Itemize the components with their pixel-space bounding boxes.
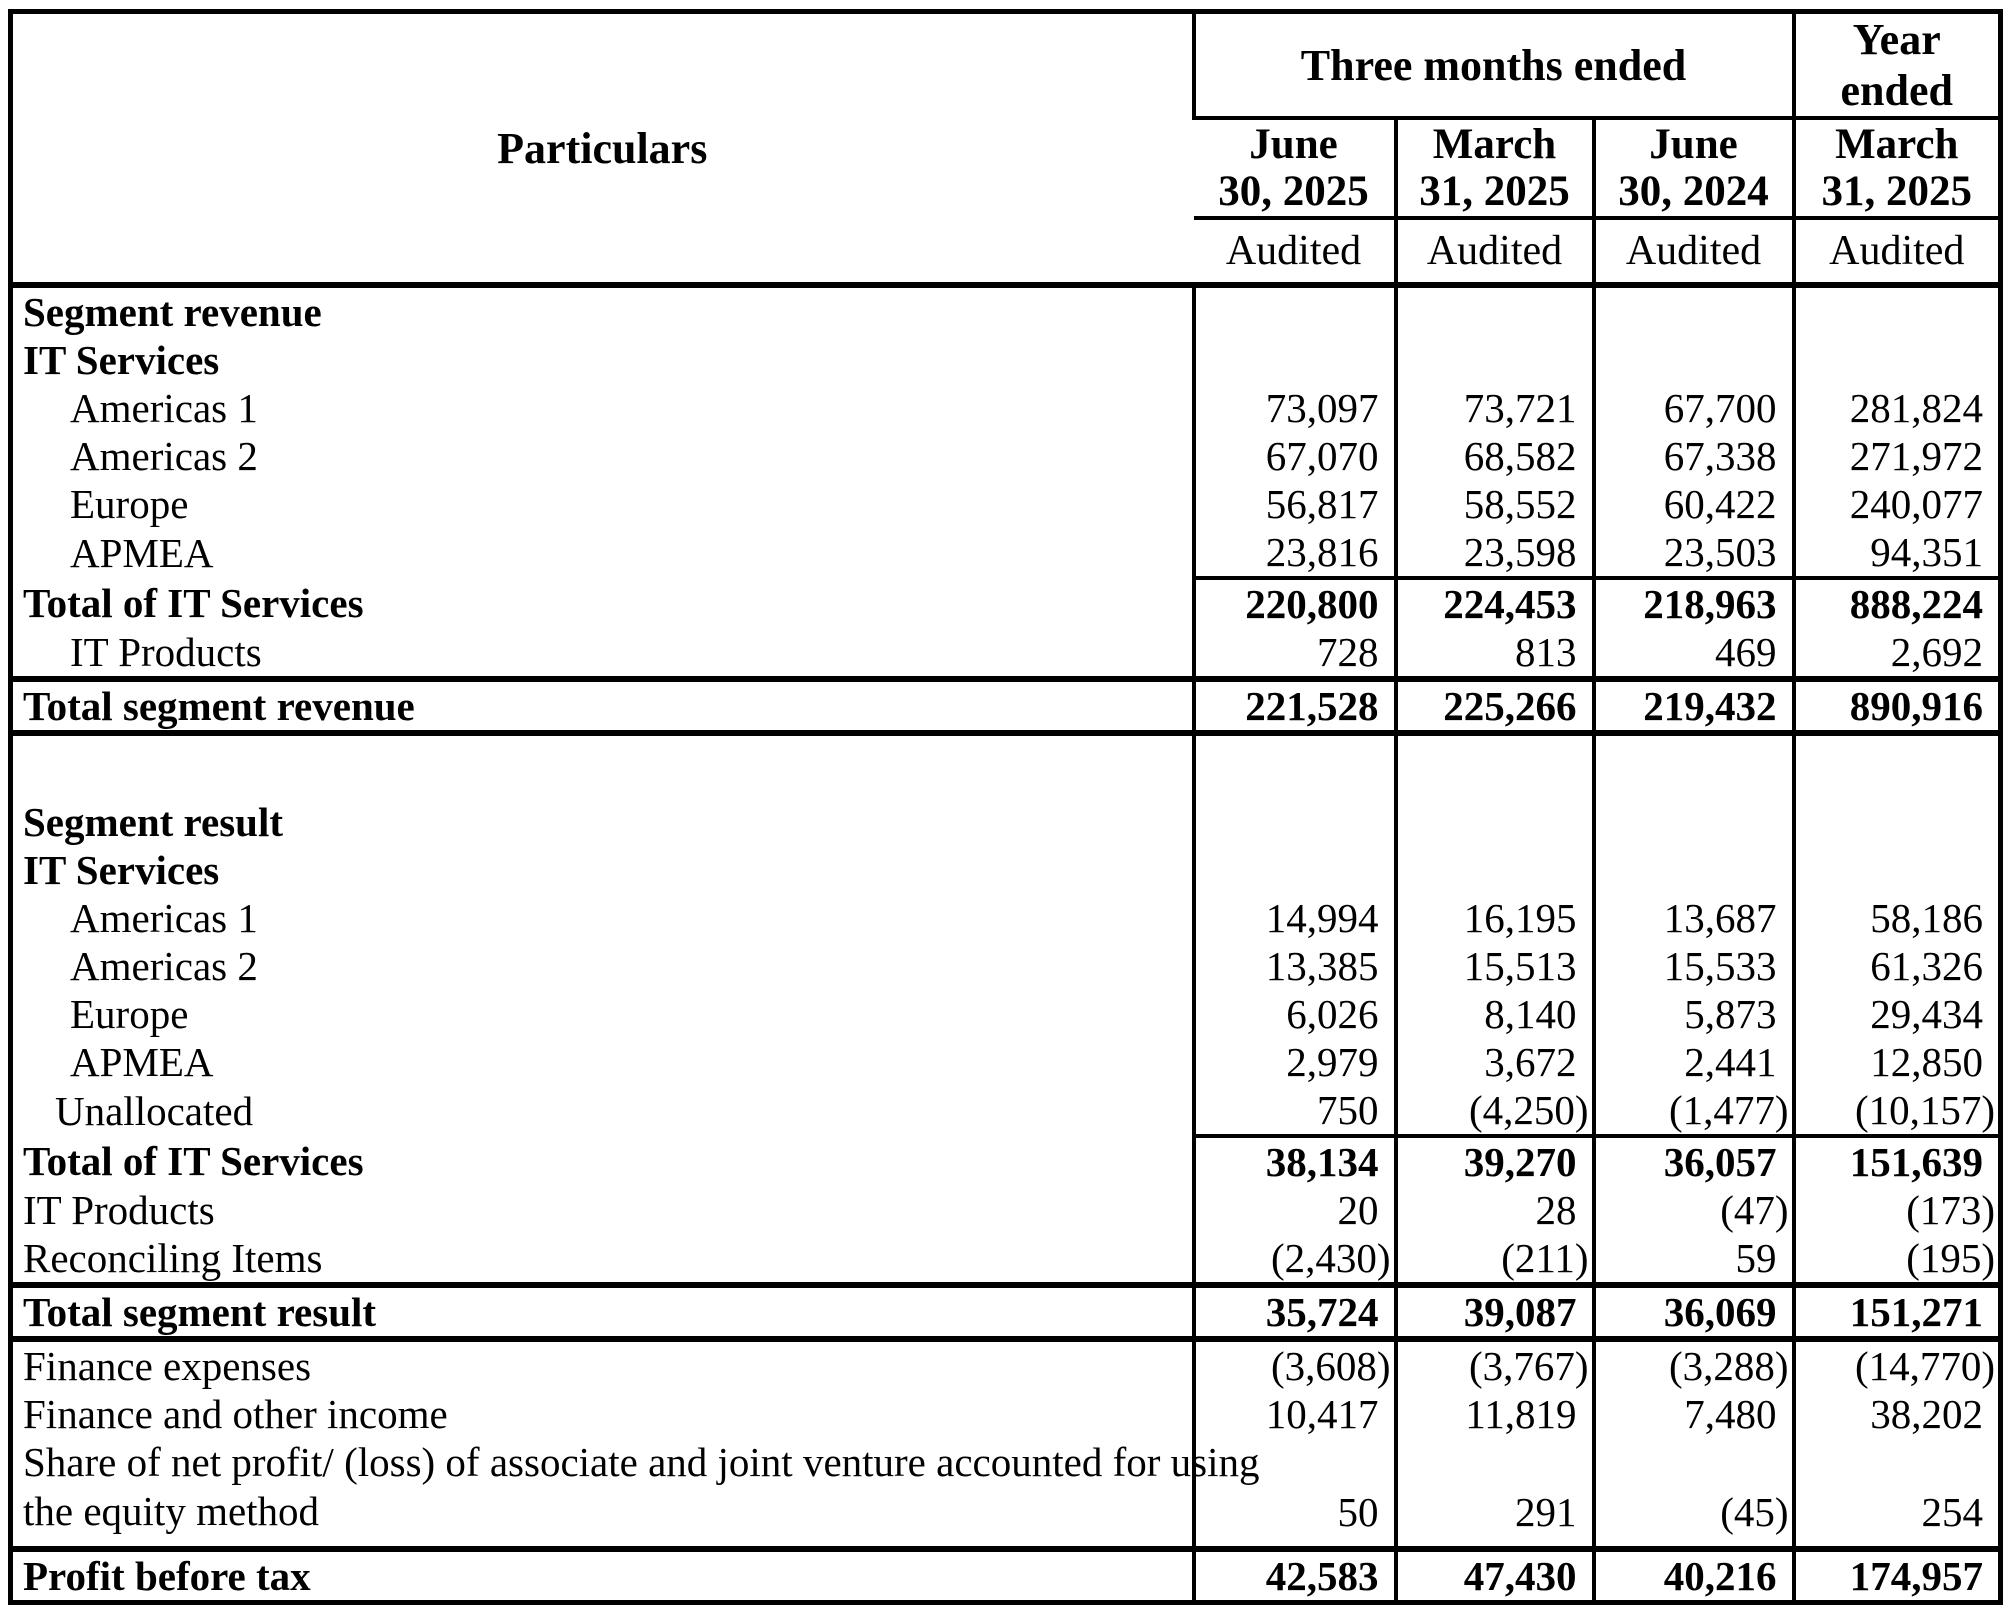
- cell-value: 151,271: [1794, 1285, 2001, 1339]
- cell-value: 23,598: [1396, 528, 1594, 578]
- cell-value: 20: [1194, 1186, 1396, 1234]
- table-row: [11, 480, 2001, 528]
- cell-value: [1194, 733, 1396, 798]
- cell-value: 221,528: [1194, 679, 1396, 733]
- cell-value: 6,026: [1194, 990, 1396, 1038]
- cell-value: 39,087: [1396, 1285, 1594, 1339]
- cell-value: [1594, 733, 1794, 798]
- row-label: Total of IT Services: [23, 580, 364, 626]
- cell-value: 890,916: [1794, 679, 2001, 733]
- cell-value: [1794, 285, 2001, 336]
- row-label: Segment revenue: [23, 289, 322, 335]
- cell-value: 36,069: [1594, 1285, 1794, 1339]
- cell-value: (3,288): [1594, 1339, 1794, 1390]
- cell-value: 67,700: [1594, 384, 1794, 432]
- table-row: [11, 432, 2001, 480]
- row-label: Finance and other income: [23, 1391, 448, 1437]
- cell-value: 14,994: [1194, 894, 1396, 942]
- period-header-0: June 30, 2025: [1194, 118, 1396, 218]
- table-row: [11, 1339, 2001, 1390]
- row-label: Unallocated: [55, 1088, 254, 1134]
- cell-value: 39,270: [1396, 1136, 1594, 1186]
- cell-value: [1194, 798, 1396, 846]
- table-row: [11, 733, 2001, 798]
- cell-value: 888,224: [1794, 578, 2001, 628]
- table-row: [11, 1549, 2001, 1603]
- cell-value: 36,057: [1594, 1136, 1794, 1186]
- cell-value: 60,422: [1594, 480, 1794, 528]
- cell-value: 240,077: [1794, 480, 2001, 528]
- cell-value: 58,186: [1794, 894, 2001, 942]
- cell-value: 42,583: [1194, 1549, 1396, 1603]
- cell-value: (211): [1396, 1234, 1594, 1285]
- cell-value: 38,202: [1794, 1390, 2001, 1438]
- cell-value: 254: [1794, 1438, 2001, 1549]
- table-row: [11, 1186, 2001, 1234]
- cell-value: (3,608): [1194, 1339, 1396, 1390]
- header-row-periods: [11, 12, 2001, 119]
- row-label: Share of net profit/ (loss) of associate and joint venture accounted for using the equity method: [23, 1439, 1260, 1534]
- cell-value: 29,434: [1794, 990, 2001, 1038]
- year-ended-header: Year ended: [1794, 12, 2001, 119]
- segment-results-table: [8, 9, 2003, 1605]
- period-header-3: March 31, 2025: [1794, 118, 2001, 218]
- row-label: Segment result: [23, 799, 284, 845]
- cell-value: 23,503: [1594, 528, 1794, 578]
- cell-value: [1396, 285, 1594, 336]
- row-label: APMEA: [70, 530, 214, 576]
- cell-value: 220,800: [1194, 578, 1396, 628]
- table-row: [11, 285, 2001, 336]
- cell-value: (2,430): [1194, 1234, 1396, 1285]
- cell-value: [1396, 733, 1594, 798]
- cell-value: 94,351: [1794, 528, 2001, 578]
- cell-value: (14,770): [1794, 1339, 2001, 1390]
- cell-value: 56,817: [1194, 480, 1396, 528]
- table-row: [11, 846, 2001, 894]
- row-label: Europe: [70, 481, 189, 527]
- table-row: [11, 1438, 2001, 1549]
- cell-value: 38,134: [1194, 1136, 1396, 1186]
- row-label: Americas 1: [70, 385, 258, 431]
- cell-value: [1396, 846, 1594, 894]
- table-row: [11, 628, 2001, 679]
- cell-value: 61,326: [1794, 942, 2001, 990]
- cell-value: 2,979: [1194, 1038, 1396, 1086]
- cell-value: (45): [1594, 1438, 1794, 1549]
- particulars-header: Particulars: [11, 12, 1194, 286]
- table-row: [11, 1086, 2001, 1136]
- table-row: [11, 798, 2001, 846]
- cell-value: (173): [1794, 1186, 2001, 1234]
- table-row: [11, 990, 2001, 1038]
- table-row: [11, 384, 2001, 432]
- table-row: [11, 1285, 2001, 1339]
- cell-value: (1,477): [1594, 1086, 1794, 1136]
- table-row: [11, 942, 2001, 990]
- table-row: [11, 1390, 2001, 1438]
- cell-value: 224,453: [1396, 578, 1594, 628]
- cell-value: [1194, 285, 1396, 336]
- cell-value: 28: [1396, 1186, 1594, 1234]
- audit-status-1: Audited: [1396, 218, 1594, 285]
- table-row: [11, 1038, 2001, 1086]
- cell-value: (10,157): [1794, 1086, 2001, 1136]
- cell-value: (3,767): [1396, 1339, 1594, 1390]
- table-row: [11, 528, 2001, 578]
- cell-value: 59: [1594, 1234, 1794, 1285]
- row-label: Profit before tax: [11, 1549, 1194, 1603]
- cell-value: 13,385: [1194, 942, 1396, 990]
- row-label: Total segment result: [11, 1285, 1194, 1339]
- cell-value: [1594, 336, 1794, 384]
- cell-value: 67,338: [1594, 432, 1794, 480]
- cell-value: 750: [1194, 1086, 1396, 1136]
- cell-value: [1794, 733, 2001, 798]
- cell-value: 67,070: [1194, 432, 1396, 480]
- cell-value: 73,721: [1396, 384, 1594, 432]
- cell-value: 58,552: [1396, 480, 1594, 528]
- cell-value: 151,639: [1794, 1136, 2001, 1186]
- cell-value: 73,097: [1194, 384, 1396, 432]
- row-label: APMEA: [70, 1039, 214, 1085]
- cell-value: (47): [1594, 1186, 1794, 1234]
- cell-value: 469: [1594, 628, 1794, 679]
- row-label: [11, 733, 1194, 798]
- row-label: Total segment revenue: [11, 679, 1194, 733]
- cell-value: 7,480: [1594, 1390, 1794, 1438]
- cell-value: 813: [1396, 628, 1594, 679]
- cell-value: 12,850: [1794, 1038, 2001, 1086]
- row-label: IT Services: [23, 847, 220, 893]
- row-label: IT Services: [23, 337, 220, 383]
- cell-value: [1794, 336, 2001, 384]
- three-months-ended-header: Three months ended: [1194, 12, 1794, 119]
- period-header-1: March 31, 2025: [1396, 118, 1594, 218]
- row-label: Americas 2: [70, 943, 258, 989]
- cell-value: (195): [1794, 1234, 2001, 1285]
- cell-value: [1396, 798, 1594, 846]
- table-row: [11, 894, 2001, 942]
- cell-value: 68,582: [1396, 432, 1594, 480]
- cell-value: [1194, 846, 1396, 894]
- cell-value: 47,430: [1396, 1549, 1594, 1603]
- period-header-2: June 30, 2024: [1594, 118, 1794, 218]
- cell-value: 2,692: [1794, 628, 2001, 679]
- row-label: Europe: [70, 991, 189, 1037]
- cell-value: [1396, 336, 1594, 384]
- cell-value: [1594, 798, 1794, 846]
- row-label: IT Products: [23, 1187, 215, 1233]
- cell-value: 11,819: [1396, 1390, 1594, 1438]
- cell-value: 174,957: [1794, 1549, 2001, 1603]
- row-label: Total of IT Services: [23, 1138, 364, 1184]
- cell-value: 15,533: [1594, 942, 1794, 990]
- cell-value: 218,963: [1594, 578, 1794, 628]
- cell-value: 291: [1396, 1438, 1594, 1549]
- row-label: Americas 1: [70, 895, 258, 941]
- cell-value: 5,873: [1594, 990, 1794, 1038]
- audit-status-3: Audited: [1794, 218, 2001, 285]
- row-label: Reconciling Items: [23, 1235, 323, 1281]
- cell-value: 35,724: [1194, 1285, 1396, 1339]
- cell-value: 16,195: [1396, 894, 1594, 942]
- table-row: [11, 679, 2001, 733]
- cell-value: 219,432: [1594, 679, 1794, 733]
- table-row: [11, 1136, 2001, 1186]
- cell-value: 8,140: [1396, 990, 1594, 1038]
- cell-value: [1794, 846, 2001, 894]
- table-row: [11, 578, 2001, 628]
- cell-value: 271,972: [1794, 432, 2001, 480]
- cell-value: [1794, 798, 2001, 846]
- cell-value: 40,216: [1594, 1549, 1794, 1603]
- cell-value: [1594, 285, 1794, 336]
- row-label: Americas 2: [70, 433, 258, 479]
- table-row: [11, 336, 2001, 384]
- cell-value: 10,417: [1194, 1390, 1396, 1438]
- audit-status-0: Audited: [1194, 218, 1396, 285]
- audit-status-2: Audited: [1594, 218, 1794, 285]
- cell-value: 15,513: [1396, 942, 1594, 990]
- table-row: [11, 1234, 2001, 1285]
- row-label: Finance expenses: [23, 1343, 312, 1389]
- cell-value: 50: [1194, 1438, 1396, 1549]
- cell-value: (4,250): [1396, 1086, 1594, 1136]
- cell-value: [1194, 336, 1396, 384]
- cell-value: 225,266: [1396, 679, 1594, 733]
- cell-value: 2,441: [1594, 1038, 1794, 1086]
- cell-value: [1594, 846, 1794, 894]
- cell-value: 281,824: [1794, 384, 2001, 432]
- cell-value: 3,672: [1396, 1038, 1594, 1086]
- cell-value: 13,687: [1594, 894, 1794, 942]
- row-label: IT Products: [70, 629, 262, 675]
- cell-value: 23,816: [1194, 528, 1396, 578]
- cell-value: 728: [1194, 628, 1396, 679]
